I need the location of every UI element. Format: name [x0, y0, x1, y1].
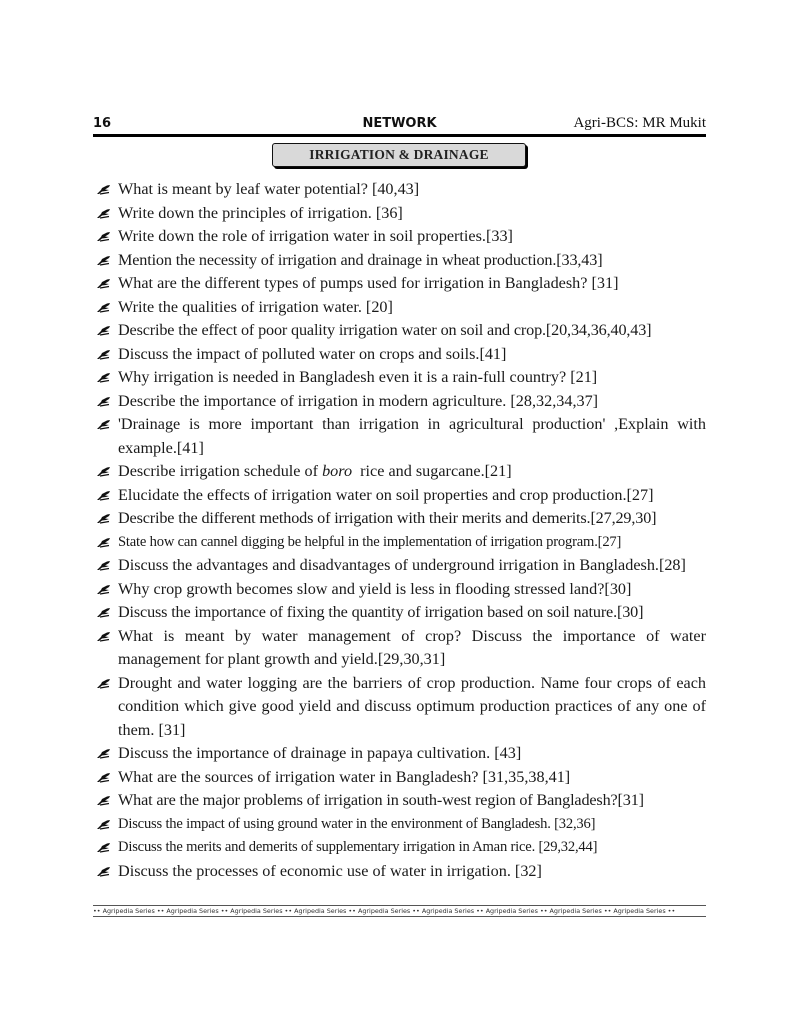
footer-rule-bottom	[93, 916, 706, 917]
list-item: What is meant by leaf water potential? [40,43]	[93, 178, 706, 202]
list-item: Describe the different methods of irrigation with their merits and demerits.[27,29,30]	[93, 507, 706, 531]
writing-hand-icon	[93, 343, 113, 367]
writing-hand-icon	[93, 531, 113, 555]
writing-hand-icon	[93, 601, 113, 625]
writing-hand-icon	[93, 460, 113, 484]
writing-hand-icon	[93, 766, 113, 790]
list-item: What are the sources of irrigation water in Bangladesh? [31,35,38,41]	[93, 766, 706, 790]
writing-hand-icon	[93, 789, 113, 813]
footer-series-text: •• Agripedia Series •• Agripedia Series •• Agripedia Series •• Agripedia Series •• Agripedia Series •• Agripedia Series •• Agripedia Series •• Agripedia Series •• Agripedia Series ••	[93, 907, 676, 915]
writing-hand-icon	[93, 860, 113, 884]
page-header	[93, 116, 706, 136]
italic-term: boro	[322, 462, 353, 480]
list-item: Mention the necessity of irrigation and drainage in wheat production.[33,43]	[93, 249, 706, 273]
writing-hand-icon	[93, 554, 113, 578]
list-item: What are the major problems of irrigation in south-west region of Bangladesh?[31]	[93, 789, 706, 813]
list-item: 'Drainage is more important than irrigation in agricultural production' ,Explain with example.[41]	[93, 413, 706, 460]
question-list	[93, 178, 706, 883]
writing-hand-icon	[93, 249, 113, 273]
writing-hand-icon	[93, 413, 113, 437]
writing-hand-icon	[93, 366, 113, 390]
header-rule	[93, 134, 706, 137]
list-item: Describe irrigation schedule of boro rice and sugarcane.[21]	[93, 460, 706, 484]
list-item: Elucidate the effects of irrigation water on soil properties and crop production.[27]	[93, 484, 706, 508]
list-item: Describe the importance of irrigation in modern agriculture. [28,32,34,37]	[93, 390, 706, 414]
writing-hand-icon	[93, 225, 113, 249]
list-item: Why irrigation is needed in Bangladesh even it is a rain-full country? [21]	[93, 366, 706, 390]
writing-hand-icon	[93, 507, 113, 531]
writing-hand-icon	[93, 672, 113, 696]
page-number: 16	[93, 116, 112, 131]
writing-hand-icon	[93, 272, 113, 296]
header-title: NETWORK	[362, 116, 437, 131]
writing-hand-icon	[93, 813, 113, 837]
list-item: Drought and water logging are the barriers of crop production. Name four crops of each condition which give good yield and discuss optimum production practices of any one of them. [31]	[93, 672, 706, 743]
writing-hand-icon	[93, 319, 113, 343]
writing-hand-icon	[93, 178, 113, 202]
writing-hand-icon	[93, 578, 113, 602]
list-item: Write the qualities of irrigation water. [20]	[93, 296, 706, 320]
writing-hand-icon	[93, 296, 113, 320]
list-item: Discuss the importance of fixing the quantity of irrigation based on soil nature.[30]	[93, 601, 706, 625]
list-item: What are the different types of pumps used for irrigation in Bangladesh? [31]	[93, 272, 706, 296]
writing-hand-icon	[93, 625, 113, 649]
list-item: Discuss the advantages and disadvantages of underground irrigation in Bangladesh.[28]	[93, 554, 706, 578]
writing-hand-icon	[93, 390, 113, 414]
section-title: IRRIGATION & DRAINAGE	[272, 143, 526, 167]
list-item: Describe the effect of poor quality irrigation water on soil and crop.[20,34,36,40,43]	[93, 319, 706, 343]
writing-hand-icon	[93, 836, 113, 860]
writing-hand-icon	[93, 742, 113, 766]
list-item: State how can cannel digging be helpful in the implementation of irrigation program.[27]	[93, 531, 706, 555]
writing-hand-icon	[93, 202, 113, 226]
list-item: Discuss the processes of economic use of water in irrigation. [32]	[93, 860, 706, 884]
list-item: Discuss the impact of using ground water in the environment of Bangladesh. [32,36]	[93, 813, 706, 837]
list-item: Write down the role of irrigation water in soil properties.[33]	[93, 225, 706, 249]
list-item: Discuss the merits and demerits of supplementary irrigation in Aman rice. [29,32,44]	[93, 836, 706, 860]
list-item: Write down the principles of irrigation. [36]	[93, 202, 706, 226]
list-item: Discuss the importance of drainage in papaya cultivation. [43]	[93, 742, 706, 766]
list-item: Discuss the impact of polluted water on crops and soils.[41]	[93, 343, 706, 367]
writing-hand-icon	[93, 484, 113, 508]
book-title: Agri-BCS: MR Mukit	[573, 115, 706, 131]
list-item: Why crop growth becomes slow and yield is less in flooding stressed land?[30]	[93, 578, 706, 602]
list-item: What is meant by water management of crop? Discuss the importance of water management for plant growth and yield.[29,30,31]	[93, 625, 706, 672]
